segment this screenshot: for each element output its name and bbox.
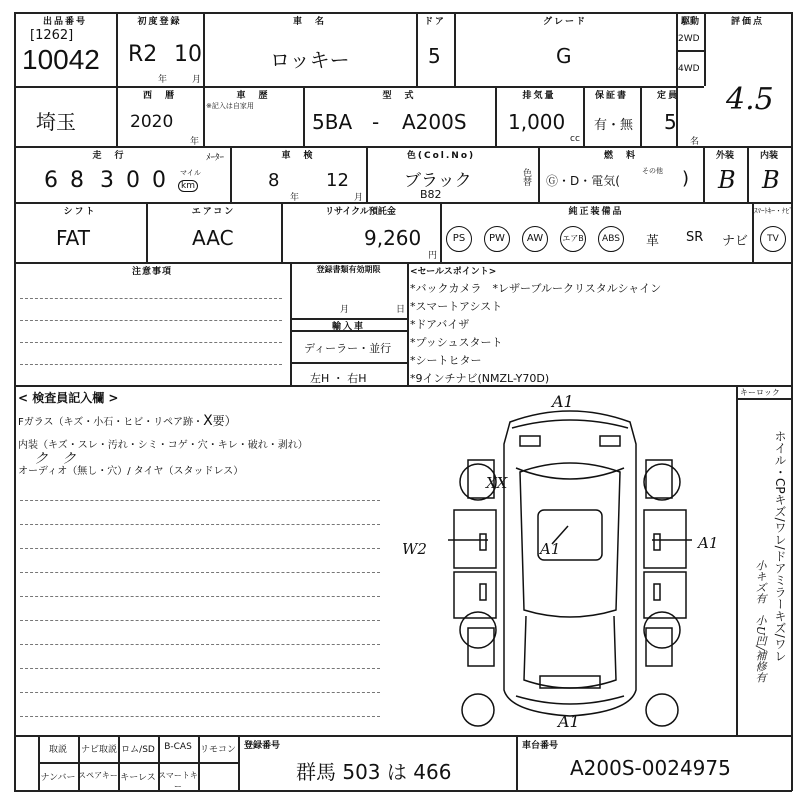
yen-unit: 円 [428, 251, 438, 261]
equip-aw: AW [522, 226, 548, 252]
grade: G [556, 44, 572, 68]
sales-point-5: *シートヒター [410, 354, 482, 367]
diagram-center: A1 [540, 540, 561, 558]
regdoc-month: 月 [340, 305, 350, 315]
caution-label: 注意事項 [131, 267, 172, 277]
meter-label: ﾒｰﾀｰ [206, 153, 225, 163]
footer-col-3: ロム/SD [121, 745, 155, 755]
year-unit: 年 [158, 75, 168, 85]
mileage-digit-4: 0 [126, 168, 140, 193]
lot-label: 出品番号 [42, 17, 87, 27]
model-label: 型 式 [382, 91, 416, 101]
car-name-label: 車 名 [292, 17, 326, 27]
inspection-year-unit: 年 [290, 193, 300, 203]
audio-line: オーディオ（無し・穴）/ タイヤ（スタッドレス） [18, 466, 244, 477]
footer-col-9: スマートキー [158, 771, 198, 791]
footer-col-1: 取説 [48, 745, 67, 755]
inspection-month-unit: 月 [354, 193, 364, 203]
capacity: 5 [664, 110, 677, 134]
capacity-label: 定員 [656, 91, 679, 101]
fuel-close: ) [682, 168, 690, 189]
steering: 左H ・ 右H [310, 372, 367, 385]
history-note: ※記入は自家用 [206, 102, 254, 110]
footer-col-8: キーレス [120, 773, 156, 783]
glass-mark: X [203, 413, 213, 429]
int-grade: B [762, 166, 780, 194]
model-dash: - [372, 110, 380, 134]
diagram-right: A1 [698, 534, 719, 552]
region: 埼玉 [36, 110, 76, 134]
sales-point-2: *スマートアシスト [410, 300, 503, 313]
interior-hand: ク ク [34, 451, 76, 467]
inspection-year: 8 [268, 170, 280, 191]
dealer-parallel: ディーラー・並行 [304, 342, 392, 355]
lot-sub: [1262] [30, 28, 74, 43]
color: ブラック [404, 171, 472, 191]
drive-2wd: 2WD [678, 34, 700, 44]
sales-label: <セールスポイント> [410, 267, 497, 277]
fuel-label: 燃 料 [603, 151, 637, 161]
diagram-bottom: A1 [558, 712, 580, 731]
ac: AAC [192, 226, 234, 250]
equip-navi: ナビ [722, 234, 749, 249]
key-lock: キーロック [740, 388, 780, 397]
displacement-label: 排気量 [522, 91, 556, 101]
chassis-label: 車台番号 [522, 741, 559, 751]
inspector-title: < 検査員記入欄 > [18, 391, 119, 405]
right-hand: 小キズ有 小U凹/補修有 [754, 560, 767, 683]
year: 2020 [130, 112, 174, 132]
lot-number: 10042 [22, 44, 100, 75]
color-code: B82 [420, 188, 442, 201]
mileage-digit-5: 0 [152, 168, 166, 193]
capacity-unit: 名 [690, 137, 700, 147]
km-unit: km [178, 180, 198, 192]
first-reg-label: 初度登録 [137, 17, 182, 27]
door-label: ドア [424, 17, 446, 27]
equip-pw: PW [484, 226, 510, 252]
diagram-mark: XX [486, 474, 508, 492]
year-unit-2: 年 [190, 137, 200, 147]
footer-col-5: リモコン [199, 745, 236, 755]
grade-label: グレード [542, 17, 587, 27]
drive-4wd: 4WD [678, 64, 700, 74]
cc-unit: cc [570, 134, 580, 144]
car-diagram [440, 400, 700, 730]
chassis: A200S-0024975 [570, 756, 731, 780]
equip-leather: 革 [646, 234, 660, 249]
equip-ps: PS [446, 226, 472, 252]
mileage-label: 走 行 [92, 151, 126, 161]
sales-point-6: *9インチナビ(NMZL-Y70D) [410, 372, 550, 385]
sales-point-3: *ドアバイザ [410, 318, 470, 331]
model-prefix: 5BA [312, 110, 353, 134]
equip-tv: TV [760, 226, 786, 252]
equip-sr: SR [686, 230, 704, 245]
shift: FAT [56, 226, 91, 250]
equip-label: 純正装備品 [568, 207, 624, 217]
import-label: 輸入車 [331, 322, 365, 332]
recycle-label: リサイクル預託金 [325, 207, 396, 217]
warranty: 有・無 [594, 118, 634, 133]
ext-grade: B [718, 166, 736, 194]
month-unit: 月 [192, 75, 202, 85]
score-label: 評価点 [730, 17, 764, 27]
doors: 5 [428, 44, 441, 68]
shift-label: シフト [63, 207, 97, 217]
ac-label: エアコン [191, 207, 236, 217]
smart-label: ｽﾏｰﾄｷｰ・ﾅﾋﾞ [754, 207, 793, 215]
mile-label: マイル [180, 169, 201, 177]
mileage-digit-2: 8 [70, 168, 84, 193]
history-label: 車 歴 [236, 91, 270, 101]
score: 4.5 [726, 82, 774, 117]
glass-line: Fガラス（キズ・小石・ヒビ・リペア跡・X要） [18, 413, 237, 429]
fuel: Ⓖ・D・電気( [546, 174, 620, 188]
drive-label: 駆動 [680, 17, 699, 27]
footer-col-7: スペアキー [78, 771, 118, 780]
footer-col-6: ナンバー [40, 773, 76, 783]
plate-label: 登録番号 [244, 741, 281, 751]
equip-airbag: エアB [560, 226, 586, 252]
interior-line: 内装（キズ・スレ・汚れ・シミ・コゲ・穴・キレ・破れ・剥れ） [18, 440, 308, 451]
sales-point-1: *バックカメラ *レザーブルークリスタルシャイン [410, 282, 662, 295]
plate: 群馬 503 は 466 [296, 760, 452, 784]
diagram-top: A1 [552, 392, 574, 411]
mileage-digit-3: 3 [100, 168, 114, 193]
equip-abs: ABS [598, 226, 624, 252]
int-label: 内装 [759, 151, 778, 161]
first-reg-month: 10 [174, 42, 202, 67]
era-year: R2 [128, 42, 158, 67]
ext-label: 外装 [715, 151, 734, 161]
warranty-label: 保証書 [594, 91, 628, 101]
right-text: ホイル・CPキズ/ワレ/ドアミラーキズ/ワレ [773, 430, 787, 662]
inspection-month: 12 [326, 170, 349, 191]
footer-col-2: ナビ取説 [80, 745, 117, 755]
recycle: 9,260 [364, 226, 422, 250]
color-label: 色(Col.No) [406, 151, 476, 161]
regdoc-label: 登録書類有効期限 [316, 265, 381, 274]
car-name: ロッキー [270, 48, 350, 72]
model-code: A200S [402, 110, 467, 134]
sales-point-4: *プッシュスタート [410, 336, 503, 349]
color-change: 色替 [521, 168, 531, 186]
fuel-other: その他 [642, 167, 663, 175]
diagram-left: W2 [402, 540, 427, 558]
mileage-digit-1: 6 [44, 168, 58, 193]
displacement: 1,000 [508, 110, 566, 134]
footer-col-4: B-CAS [164, 742, 192, 752]
regdoc-day: 日 [396, 305, 406, 315]
year-label: 西 暦 [142, 91, 176, 101]
inspection-label: 車 検 [281, 151, 315, 161]
